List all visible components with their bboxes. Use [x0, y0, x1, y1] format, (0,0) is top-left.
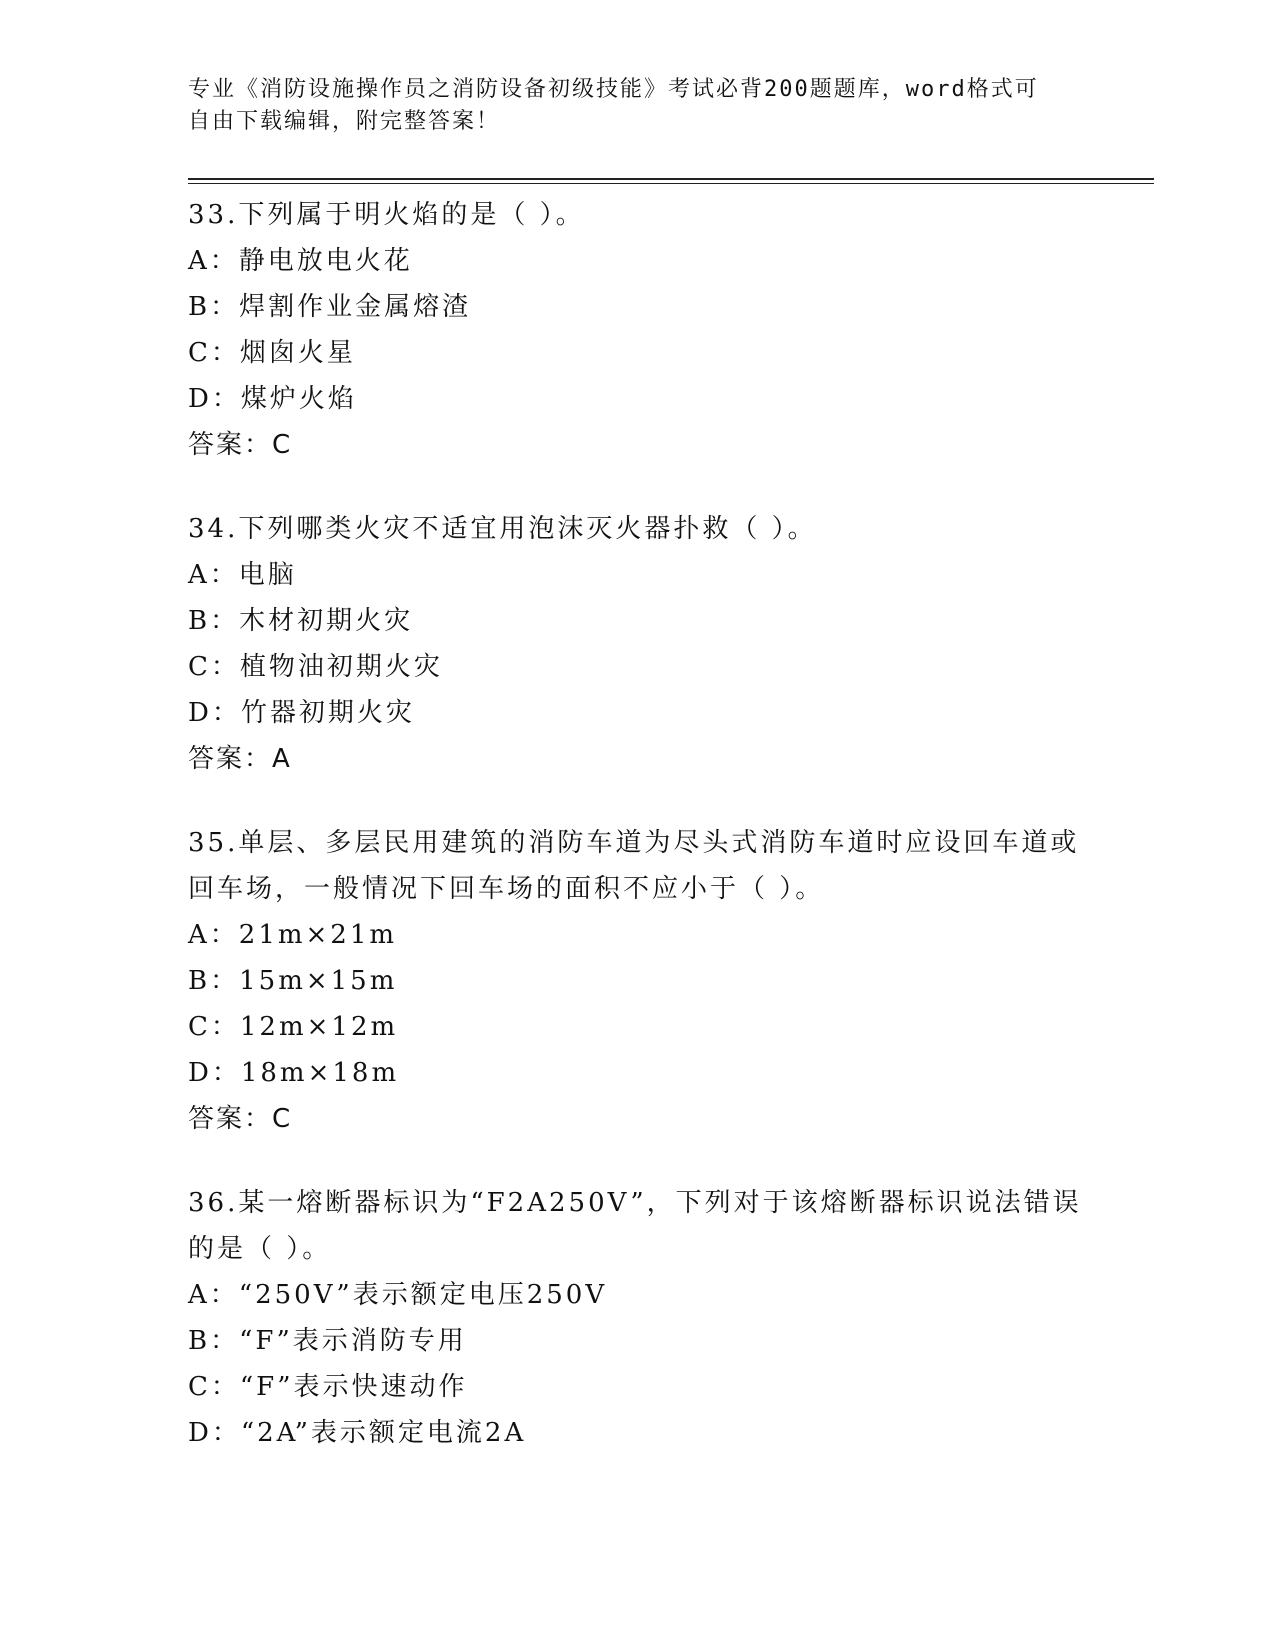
option-d: D：“2A”表示额定电流2A	[188, 1418, 527, 1448]
question-stem-line-2: 的是（ ）。	[188, 1234, 332, 1264]
option-c: C：“F”表示快速动作	[188, 1372, 468, 1402]
question-stem-line-1: 36.某一熔断器标识为“F2A250V”，下列对于该熔断器标识说法错误	[188, 1188, 1082, 1218]
question-34	[188, 506, 1088, 782]
header-line-1: 专业《消防设施操作员之消防设备初级技能》考试必背200题题库，word格式可	[188, 77, 1039, 102]
option-c: C：12m×12m	[188, 1012, 399, 1042]
question-stem: 33.下列属于明火焰的是（ ）。	[188, 200, 585, 230]
option-a: A：静电放电火花	[188, 246, 413, 276]
header-line-2: 自由下载编辑，附完整答案！	[188, 109, 501, 134]
option-b: B：15m×15m	[188, 966, 398, 996]
option-b: B：“F”表示消防专用	[188, 1326, 467, 1356]
question-36	[188, 1180, 1088, 1456]
option-d: D：煤炉火焰	[188, 384, 357, 414]
answer: 答案：C	[188, 430, 293, 460]
option-a: A：“250V”表示额定电压250V	[188, 1280, 608, 1310]
question-35	[188, 820, 1088, 1142]
answer: 答案：C	[188, 1104, 293, 1134]
answer: 答案：A	[188, 744, 292, 774]
option-d: D：18m×18m	[188, 1058, 400, 1088]
option-c: C：烟囱火星	[188, 338, 356, 368]
header-divider-thin	[188, 183, 1154, 184]
option-a: A：21m×21m	[188, 920, 398, 950]
option-b: B：焊割作业金属熔渣	[188, 292, 472, 322]
document-header	[188, 74, 1088, 138]
option-d: D：竹器初期火灾	[188, 698, 415, 728]
option-a: A：电脑	[188, 560, 297, 590]
question-stem-line-2: 回车场，一般情况下回车场的面积不应小于（ ）。	[188, 874, 825, 904]
question-33	[188, 192, 1088, 468]
option-c: C：植物油初期火灾	[188, 652, 443, 682]
header-divider-thick	[188, 178, 1154, 180]
question-stem: 34.下列哪类火灾不适宜用泡沫灭火器扑救（ ）。	[188, 514, 817, 544]
option-b: B：木材初期火灾	[188, 606, 414, 636]
question-stem-line-1: 35.单层、多层民用建筑的消防车道为尽头式消防车道时应设回车道或	[188, 828, 1080, 858]
question-list	[188, 192, 1088, 1494]
